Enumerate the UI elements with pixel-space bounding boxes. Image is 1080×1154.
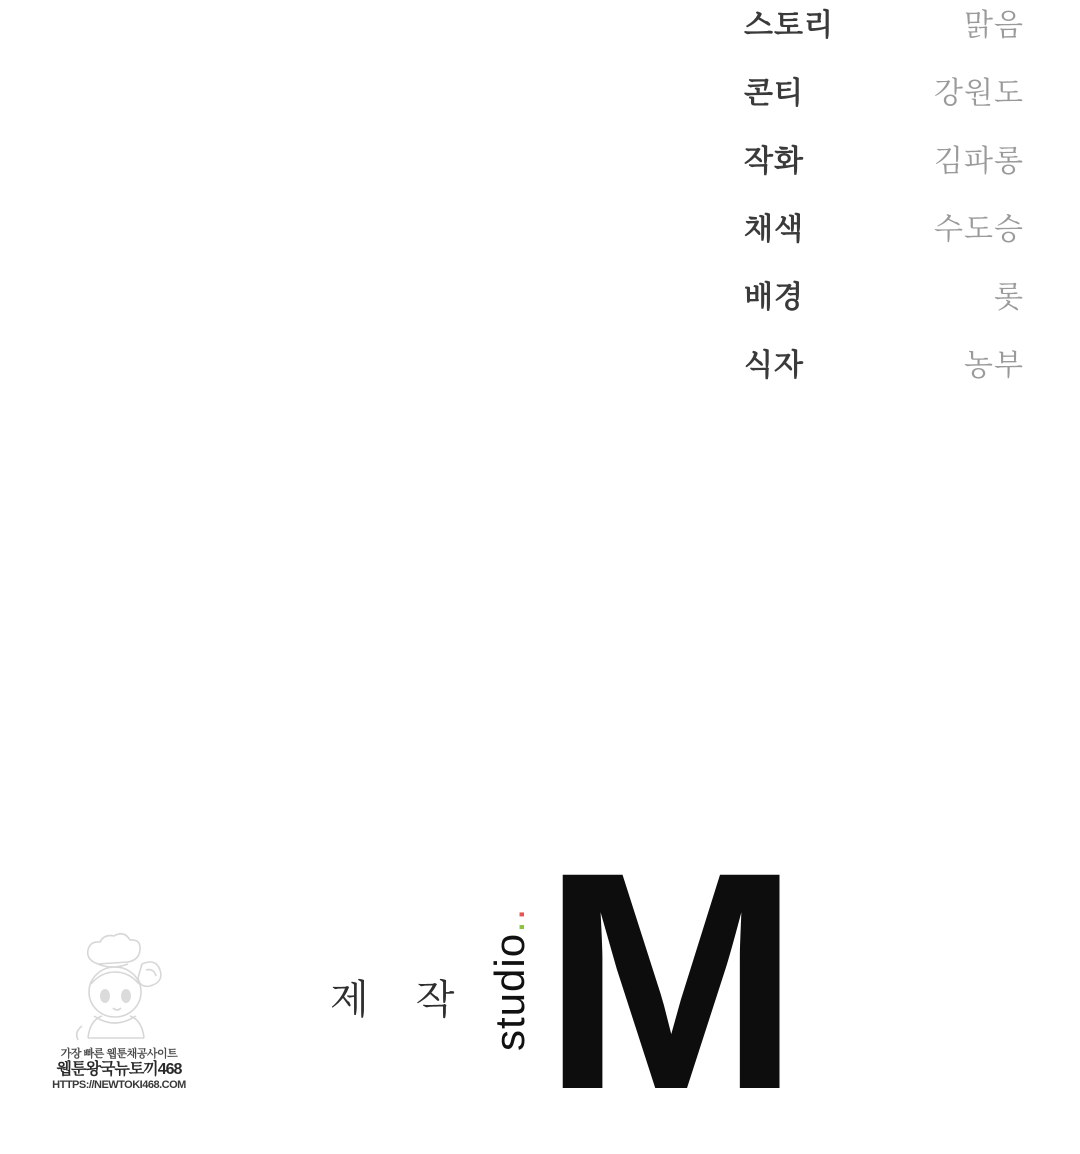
watermark-text <box>44 1048 194 1092</box>
watermark <box>44 930 194 1110</box>
logo-dot-green: . <box>486 920 533 933</box>
credit-role: 배경 <box>744 281 804 314</box>
credit-role: 작화 <box>744 145 804 178</box>
watermark-line-1: 가장 빠른 웹툰채공사이트 <box>60 1048 178 1060</box>
watermark-line-2: 웹툰왕국뉴토끼468 <box>56 1061 182 1078</box>
credit-role: 스토리 <box>744 9 834 42</box>
credit-row <box>728 68 1028 136</box>
studio-letter-m: M <box>542 807 793 1154</box>
credit-row <box>728 204 1028 272</box>
credit-name: 김파롱 <box>934 145 1024 178</box>
credit-role: 콘티 <box>744 77 804 110</box>
credit-row <box>728 340 1028 408</box>
credit-row <box>728 136 1028 204</box>
watermark-mascot-icon <box>58 930 178 1050</box>
credit-role: 채색 <box>744 213 804 246</box>
credit-name: 맑음 <box>964 9 1024 42</box>
credit-name: 수도승 <box>934 213 1024 246</box>
credit-name: 강원도 <box>934 77 1024 110</box>
credit-name: 농부 <box>964 349 1024 382</box>
credit-row <box>728 0 1028 68</box>
credit-name: 롯 <box>994 281 1024 314</box>
credit-row <box>728 272 1028 340</box>
credits-list <box>728 0 1028 408</box>
watermark-line-3: HTTPS://NEWTOKI468.COM <box>52 1079 186 1091</box>
studio-wordmark-text: studio <box>486 932 533 1051</box>
studio-m-logo <box>486 807 796 1154</box>
produced-by-label: 제 작 <box>330 978 473 1022</box>
logo-dot-red: . <box>486 907 533 921</box>
credit-role: 식자 <box>744 349 804 382</box>
